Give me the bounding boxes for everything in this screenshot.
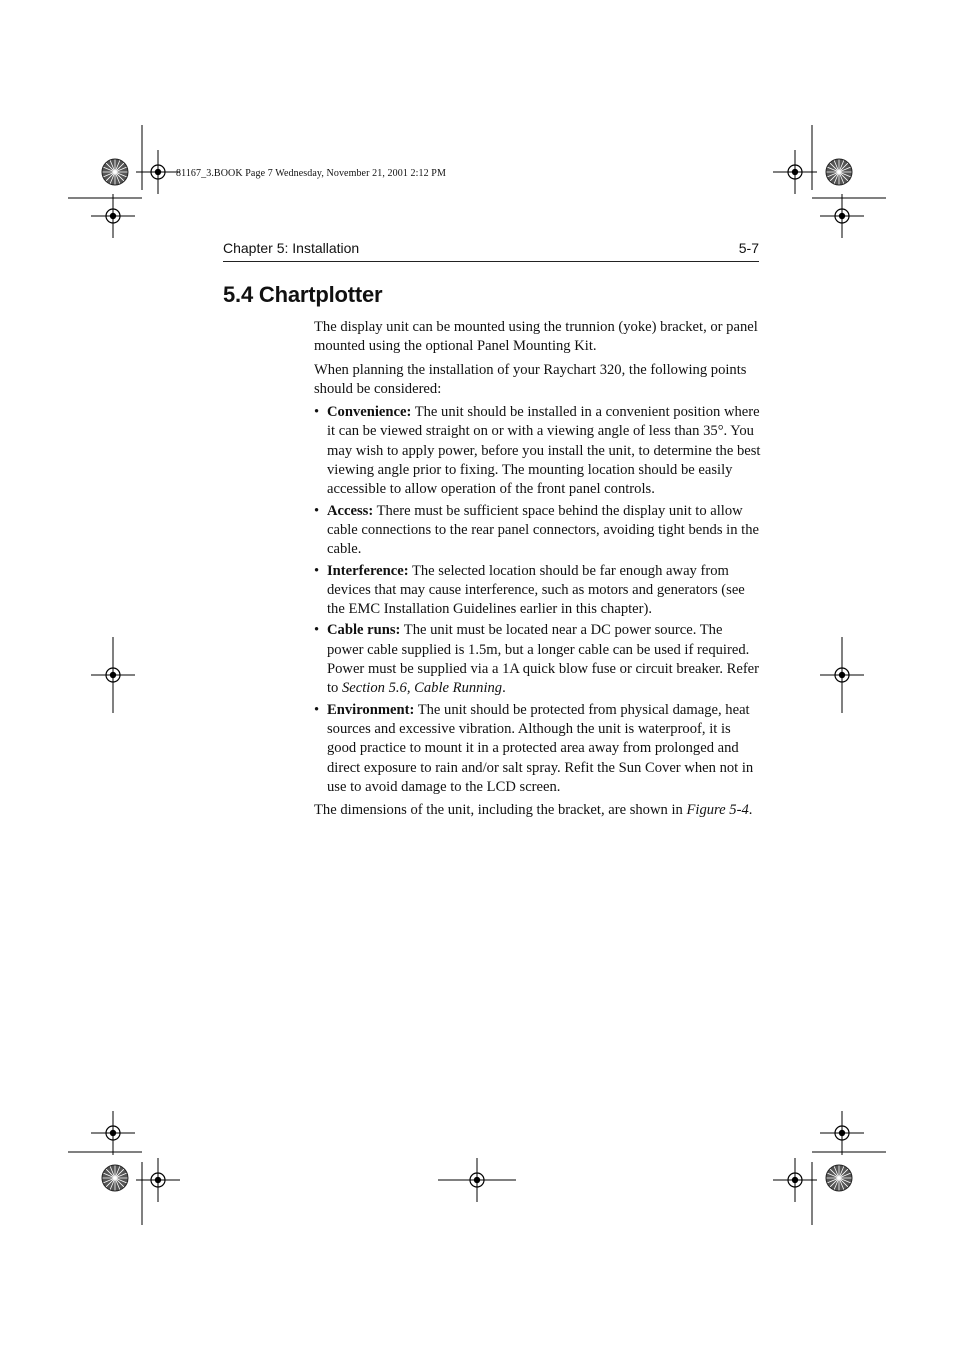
bullet-icon: • — [314, 502, 320, 519]
print-slug-line: 81167_3.BOOK Page 7 Wednesday, November 21, 2001 2:12 PM — [176, 168, 446, 179]
crop-mark-bottom-left — [68, 1111, 180, 1225]
item-text: The unit should be protected from physical damage, heat sources and excessive vibration. Although the unit is waterproof, it is good practice to mount it in a protected area away from prolonged and direct exposure to rain and/or salt spray. Refit the Sun Cover when not in use to avoid damage to the LCD screen. — [327, 701, 754, 795]
chapter-label: Chapter 5: Installation — [223, 240, 360, 256]
page-number: 5-7 — [738, 240, 759, 256]
registration-mark-bottom-center — [438, 1158, 516, 1202]
intro-paragraph: When planning the installation of your Raychart 320, the following points should be considered: — [314, 361, 747, 397]
list-item — [314, 562, 761, 620]
cross-reference: Section 5.6, Cable Running — [342, 680, 503, 697]
list-item — [314, 502, 761, 560]
closing-text: The dimensions of the unit, including the bracket, are shown in — [314, 802, 687, 819]
item-text-end: . — [502, 680, 506, 697]
item-term: Access: — [327, 502, 374, 519]
crop-mark-top-left — [68, 125, 180, 238]
list-item — [314, 701, 761, 797]
intro-paragraph: The display unit can be mounted using the trunnion (yoke) bracket, or panel mounted using the optional Panel Mounting Kit. — [314, 319, 758, 355]
item-term: Convenience: — [327, 404, 412, 421]
closing-paragraph — [314, 801, 761, 820]
figure-reference: Figure 5-4 — [686, 802, 749, 819]
registration-mark-middle-left — [91, 637, 135, 713]
considerations-list — [314, 403, 761, 797]
list-item — [314, 403, 761, 499]
registration-mark-middle-right — [820, 637, 864, 713]
section-body — [314, 318, 761, 824]
item-text: The unit must be located near a DC power source. The power cable supplied is 1.5m, but a longer cable can be used if required. Power must be supplied via a 1A quick blow fuse or circuit breaker. Refer to — [327, 622, 760, 697]
item-term: Interference: — [327, 562, 409, 579]
bullet-icon: • — [314, 562, 320, 579]
item-term: Environment: — [327, 701, 415, 718]
running-header — [223, 240, 759, 262]
closing-text-end: . — [748, 802, 753, 819]
item-text: The unit should be installed in a convenient position where it can be viewed straight on or with a viewing angle of less than 35°. You may wish to apply power, before you install the unit, to determine the best viewing angle prior to fixing. The mounting location should be easily accessible to allow operation of the front panel controls. — [327, 404, 761, 498]
section-title: 5.4 Chartplotter — [223, 282, 383, 307]
crop-mark-top-right — [773, 125, 886, 238]
crop-mark-bottom-right — [773, 1111, 886, 1225]
bullet-icon: • — [314, 404, 320, 421]
list-item — [314, 621, 761, 698]
item-text: The selected location should be far enough away from devices that may cause interference, such as motors and generators (see the EMC Installation Guidelines earlier in this chapter). — [327, 562, 745, 618]
item-text: There must be sufficient space behind the display unit to allow cable connections to the rear panel connectors, avoiding tight bends in the cable. — [327, 502, 759, 558]
bullet-icon: • — [314, 622, 320, 639]
item-term: Cable runs: — [327, 622, 401, 639]
bullet-icon: • — [314, 701, 320, 718]
